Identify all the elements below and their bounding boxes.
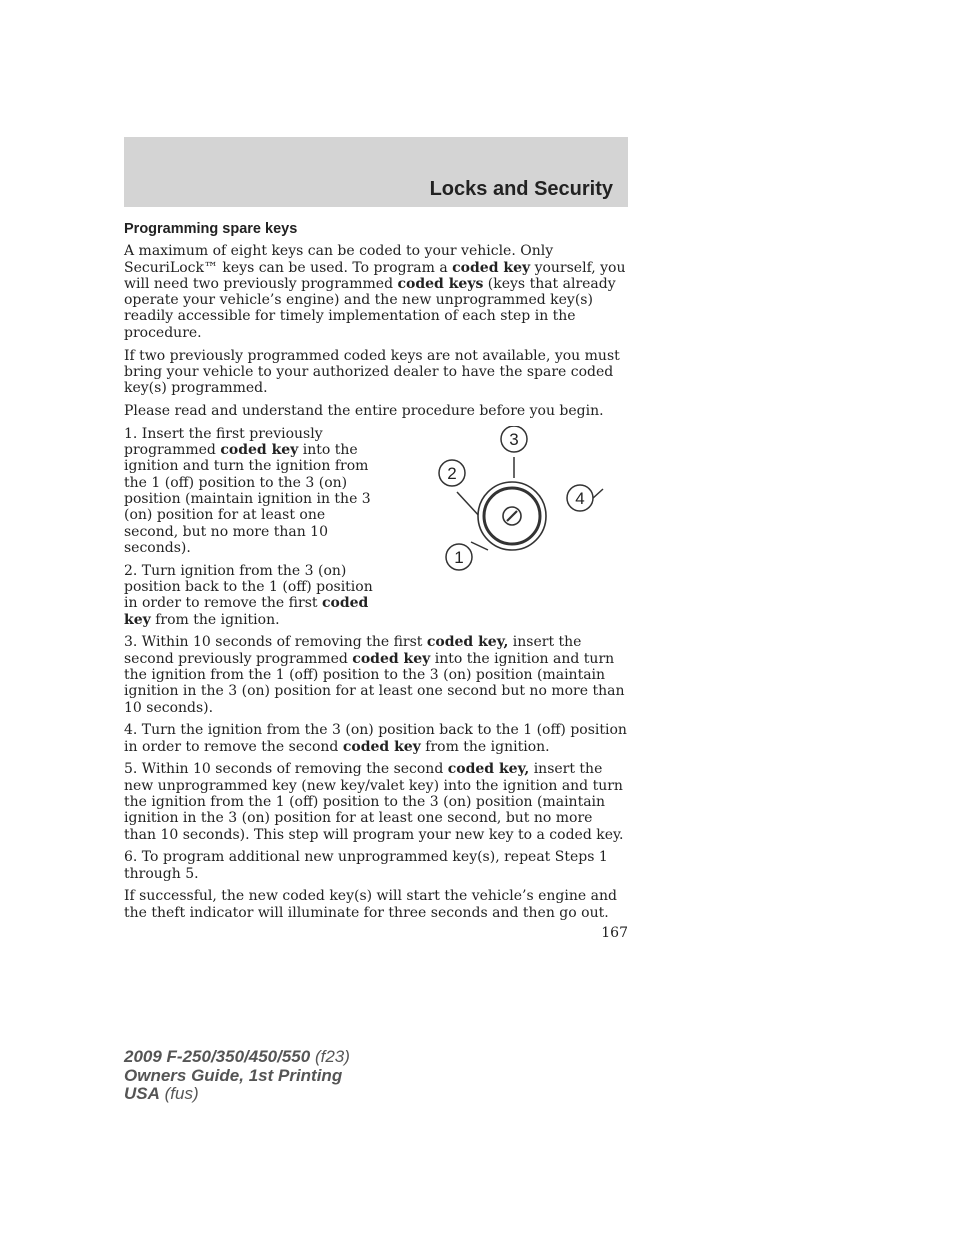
paragraph	[124, 761, 628, 842]
intro-paragraphs	[124, 243, 628, 419]
position-1-line	[471, 542, 488, 550]
bold-term: coded key	[352, 650, 431, 667]
position-1-label: 1	[454, 547, 464, 567]
publication-footer	[124, 1048, 350, 1104]
page-content	[124, 221, 628, 928]
text-run: into the ignition and turn the ignition from the 1 (off) position to the 3 (on) position (maintain ignition in the 3 (on) position for at least one second but no more than 10 seconds).	[124, 650, 625, 716]
footer-model-code: (f23)	[310, 1047, 350, 1066]
footer-edition: Owners Guide, 1st Printing	[124, 1065, 343, 1085]
text-run: yourself, you will need two previously programmed	[124, 259, 626, 292]
subsection-heading: Programming spare keys	[124, 221, 298, 237]
ignition-positions-diagram	[374, 426, 628, 596]
bold-term: coded key,	[447, 761, 530, 778]
position-4-label: 4	[575, 488, 585, 508]
paragraph	[124, 722, 628, 755]
paragraph	[124, 243, 628, 341]
text-run: 2. Turn ignition from the 3 (on) position back to the 1 (off) position in order to remove the first	[124, 562, 373, 612]
paragraph	[124, 849, 628, 882]
text-run: 1. Insert the first previously programmed	[124, 425, 323, 459]
paragraph	[124, 888, 628, 921]
text-run: 5. Within 10 seconds of removing the second	[124, 761, 448, 778]
paragraph	[124, 563, 374, 628]
text-run: If successful, the new coded key(s) will start the vehicle’s engine and the theft indicator will illuminate for three seconds and then go out.	[124, 888, 617, 921]
text-run: A maximum of eight keys can be coded to your vehicle. Only SecuriLock™ keys can be used. To program a	[124, 243, 554, 276]
text-run: from the ignition.	[150, 611, 280, 628]
text-run: Please read and understand the entire procedure before you begin.	[124, 402, 604, 419]
steps-with-diagram	[124, 426, 628, 635]
footer-edition-line	[124, 1067, 350, 1086]
text-run: insert the new unprogrammed key (new key/valet key) into the ignition and turn the ignition from the 1 (off) position to the 3 (on) position (maintain ignition in the 3 (on) position for at least one second, but no more than 10 seconds). This step will program your new key to a coded key.	[124, 761, 624, 843]
footer-market-line	[124, 1085, 350, 1104]
text-run: (keys that already operate your vehicle’s engine) and the new unprogrammed key(s) readily accessible for timely implementation of each step in the procedure.	[124, 275, 616, 341]
section-title: Locks and Security	[429, 178, 613, 200]
paragraph	[124, 348, 628, 397]
footer-model-line	[124, 1048, 350, 1067]
text-run: 3. Within 10 seconds of removing the first	[124, 634, 427, 651]
position-3-label: 3	[509, 429, 519, 449]
column-steps	[124, 426, 374, 635]
paragraph	[124, 403, 628, 419]
paragraph	[124, 426, 374, 556]
text-run: insert the second previously programmed	[124, 634, 582, 667]
bold-term: coded key	[342, 738, 421, 755]
section-header-band	[124, 137, 628, 207]
footer-model: 2009 F-250/350/450/550	[124, 1047, 311, 1066]
text-run: from the ignition.	[420, 738, 550, 755]
text-run: into the ignition and turn the ignition from the 1 (off) position to the 3 (on) position (maintain ignition in the 3 (on) position for at least one second, but no more than 10 seconds).	[124, 442, 371, 556]
footer-market-code: (fus)	[159, 1084, 199, 1103]
text-run: If two previously programmed coded keys are not available, you must bring your vehicle to your authorized dealer to have the spare coded key(s) programmed.	[124, 347, 620, 397]
bold-term: coded key	[220, 442, 299, 459]
footer-market: USA	[124, 1084, 160, 1103]
position-2-label: 2	[447, 463, 457, 483]
text-run: 6. To program additional new unprogrammed key(s), repeat Steps 1 through 5.	[124, 849, 608, 882]
paragraph	[124, 634, 628, 715]
bold-term: coded key,	[426, 634, 509, 651]
text-run: 4. Turn the ignition from the 3 (on) position back to the 1 (off) position in order to remove the second	[124, 722, 627, 755]
steps-paragraphs	[124, 634, 628, 921]
bold-term: coded key	[452, 259, 531, 276]
page-number: 167	[601, 925, 628, 941]
bold-term: coded keys	[397, 275, 484, 292]
bold-term: coded key	[124, 595, 369, 628]
ignition-diagram	[374, 426, 628, 635]
